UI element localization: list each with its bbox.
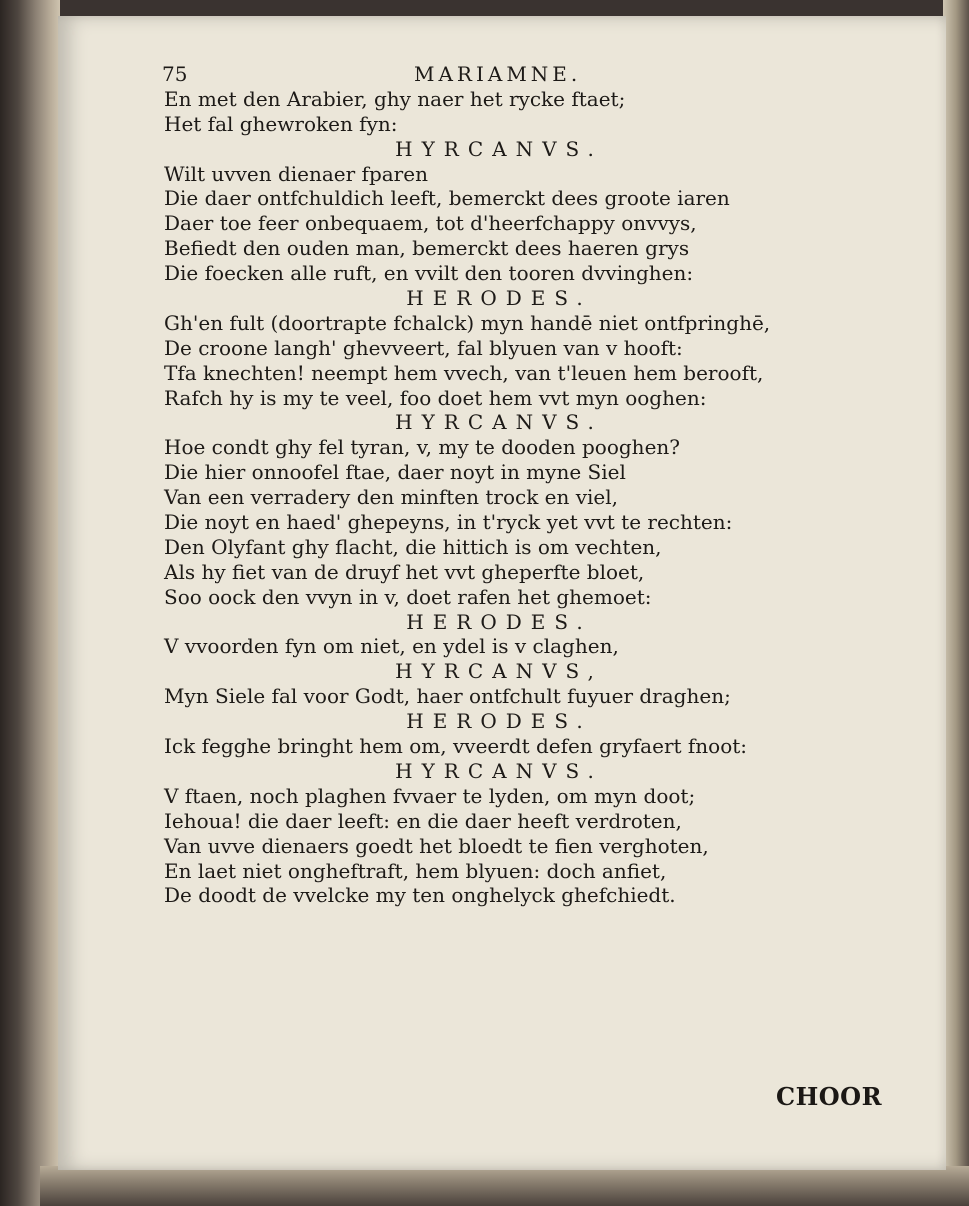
verse-line: Iehoua! die daer leeft: en die daer heeft verdroten, xyxy=(164,808,682,833)
verse-line: En met den Arabier, ghy naer het rycke ftaet; xyxy=(164,86,626,111)
verse-line: Hoe condt ghy fel tyran, v, my te dooden pooghen? xyxy=(164,435,681,460)
verse-line: Daer toe feer onbequaem, tot d'heerfchappy onvvys, xyxy=(164,211,697,236)
verse-line: En laet niet ongheftraft, hem blyuen: doch anfiet, xyxy=(164,858,667,883)
verse-line: Myn Siele fal voor Godt, haer ontfchult fuyuer draghen; xyxy=(164,684,731,709)
speaker-heading: HYRCANVS. xyxy=(395,136,603,161)
book-edge-bottom xyxy=(40,1166,969,1206)
book-page xyxy=(58,16,946,1170)
text-block xyxy=(104,62,904,908)
verse-line: V ftaen, noch plaghen fvvaer te lyden, om myn doot; xyxy=(164,783,696,808)
book-edge-left xyxy=(0,0,60,1206)
verse-line: Als hy fiet van de druyf het vvt gheperfte bloet, xyxy=(164,559,645,584)
speaker-heading: HERODES. xyxy=(406,709,592,734)
book-edge-right xyxy=(943,0,969,1206)
verse-line: De doodt de vvelcke my ten onghelyck ghefchiedt. xyxy=(164,883,676,908)
verse-line: Soo oock den vvyn in v, doet rafen het ghemoet: xyxy=(164,584,652,609)
catchword: CHOOR xyxy=(776,1082,883,1111)
verse-line: Van uvve dienaers goedt het bloedt te fien verghoten, xyxy=(164,833,709,858)
verse-line: Die hier onnoofel ftae, daer noyt in myne Siel xyxy=(164,460,626,485)
speaker-heading: HYRCANVS. xyxy=(395,410,603,435)
verse-line: Befiedt den ouden man, bemerckt dees haeren grys xyxy=(164,236,690,261)
verse-line: Rafch hy is my te veel, foo doet hem vvt myn ooghen: xyxy=(164,385,707,410)
verse-line: Die noyt en haed' ghepeyns, in t'ryck yet vvt te rechten: xyxy=(164,510,733,535)
verse-line: Het fal ghewroken fyn: xyxy=(164,111,398,136)
speaker-heading: HERODES. xyxy=(406,609,592,634)
verse-line: V vvoorden fyn om niet, en ydel is v claghen, xyxy=(164,634,619,659)
verse-line: Die daer ontfchuldich leeft, bemerckt dees groote iaren xyxy=(164,186,730,211)
speaker-heading: HYRCANVS, xyxy=(395,659,603,684)
verse-line: De croone langh' ghevveert, fal blyuen van v hooft: xyxy=(164,335,683,360)
verse-line: Die foecken alle ruft, en vvilt den tooren dvvinghen: xyxy=(164,261,694,286)
verse-line: Van een verradery den minften trock en viel, xyxy=(164,485,619,510)
running-head: MARIAMNE. xyxy=(414,62,582,86)
speaker-heading: HERODES. xyxy=(406,286,592,311)
speaker-heading: HYRCANVS. xyxy=(395,758,603,783)
poem-lines xyxy=(104,87,904,908)
verse-line: Ick fegghe bringht hem om, vveerdt defen gryfaert fnoot: xyxy=(164,734,748,759)
verse-line: Wilt uvven dienaer fparen xyxy=(164,161,428,186)
verse-line: Tfa knechten! neempt hem vvech, van t'leuen hem berooft, xyxy=(164,360,764,385)
page-number: 75 xyxy=(162,62,188,86)
verse-line: Den Olyfant ghy flacht, die hittich is om vechten, xyxy=(164,534,662,559)
verse-line: Gh'en fult (doortrapte fchalck) myn handē niet ontfpringhē, xyxy=(164,310,771,335)
page-header xyxy=(104,62,904,87)
